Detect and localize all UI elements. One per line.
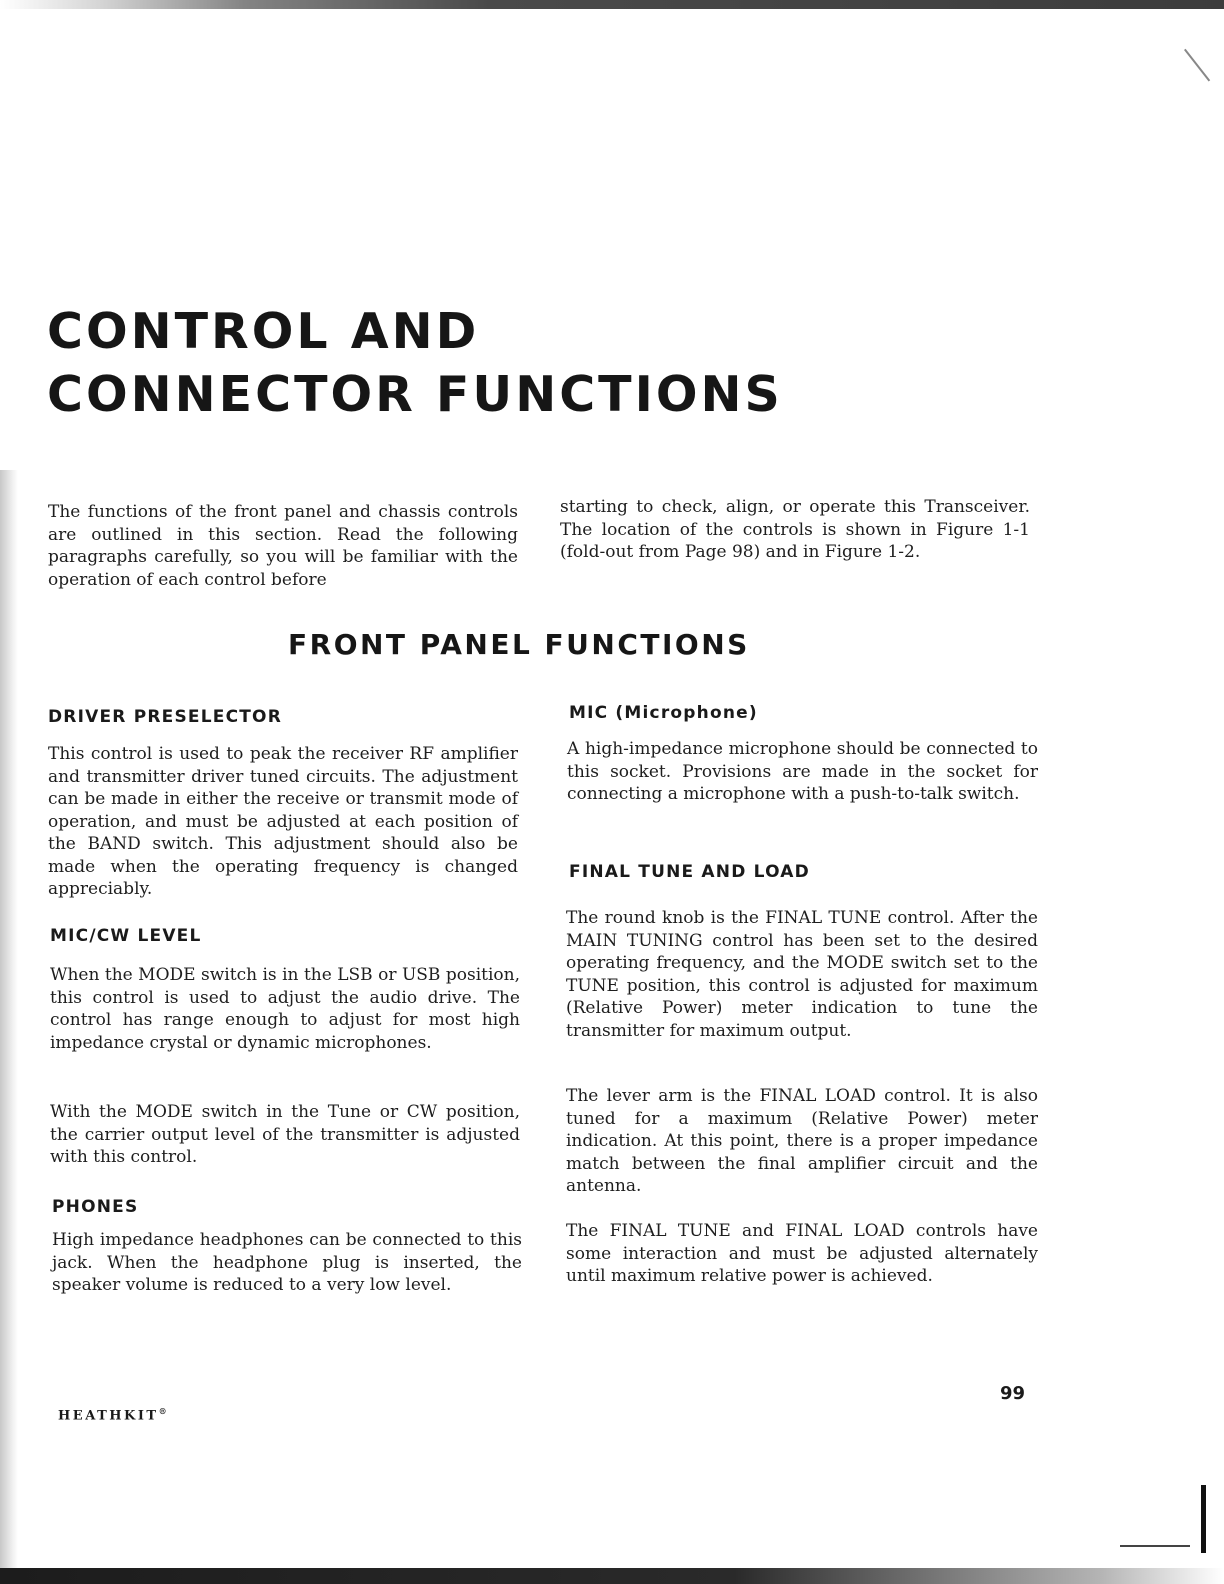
page-title-line-2: CONNECTOR FUNCTIONS (47, 366, 783, 423)
heading-phones: PHONES (52, 1197, 139, 1217)
scan-edge-top (0, 0, 1224, 9)
scan-rule-mark (1120, 1545, 1190, 1547)
scan-edge-bottom (0, 1568, 1224, 1584)
heading-mic: MIC (Microphone) (569, 703, 758, 723)
final-interaction-text: The FINAL TUNE and FINAL LOAD controls have some interaction and must be adjusted alternately until maximum relative power is achieved. (566, 1221, 1038, 1286)
driver-preselector-text: This control is used to peak the receiver RF amplifier and transmitter driver tuned circuits. The adjustment can be made in either the receive or transmit mode of operation, and must be adjusted at each position of the BAND switch. This adjustment should also be made when the operating frequency is changed appreciably. (48, 744, 518, 899)
page-number: 99 (1000, 1383, 1026, 1404)
final-tune-text: The round knob is the FINAL TUNE control. After the MAIN TUNING control has been set to the desired operating frequency, and the MODE switch set to the TUNE position, this control is adjusted for maximum (Relative Power) meter indication to tune the transmitter for maximum output. (566, 908, 1038, 1041)
heading-final-tune-and-load: FINAL TUNE AND LOAD (569, 862, 810, 882)
scan-edge-right-mark (1201, 1485, 1206, 1553)
intro-paragraph-left: The functions of the front panel and chassis controls are outlined in this section. Read the following paragraphs carefully, so you will be familiar with the operation of each control before (48, 502, 518, 590)
page-title-line-1: CONTROL AND (47, 303, 480, 360)
mic-cw-level-text-1: When the MODE switch is in the LSB or USB position, this control is used to adjust the audio drive. The control has range enough to adjust for most high impedance crystal or dynamic microphones. (50, 965, 520, 1053)
heading-mic-cw-level: MIC/CW LEVEL (50, 926, 202, 946)
scan-corner-mark (1184, 49, 1210, 82)
registered-mark: ® (158, 1406, 167, 1416)
intro-paragraph-right: starting to check, align, or operate this Transceiver. The location of the controls is shown in Figure 1-1 (fold-out from Page 98) and in Figure 1-2. (560, 497, 1030, 562)
scan-edge-left (0, 470, 18, 1584)
brand-name: HEATHKIT (58, 1408, 159, 1424)
mic-text: A high-impedance microphone should be connected to this socket. Provisions are made in the socket for connecting a microphone with a push-to-talk switch. (567, 739, 1038, 804)
final-load-text: The lever arm is the FINAL LOAD control. It is also tuned for a maximum (Relative Power) meter indication. At this point, there is a proper impedance match between the final amplifier circuit and the antenna. (566, 1086, 1038, 1196)
phones-text: High impedance headphones can be connected to this jack. When the headphone plug is inserted, the speaker volume is reduced to a very low level. (52, 1230, 522, 1295)
page-title (47, 300, 783, 426)
brand-logo (58, 1406, 167, 1423)
heading-driver-preselector: DRIVER PRESELECTOR (48, 707, 282, 727)
mic-cw-level-text-2: With the MODE switch in the Tune or CW position, the carrier output level of the transmitter is adjusted with this control. (50, 1102, 520, 1167)
section-title: FRONT PANEL FUNCTIONS (288, 628, 750, 661)
